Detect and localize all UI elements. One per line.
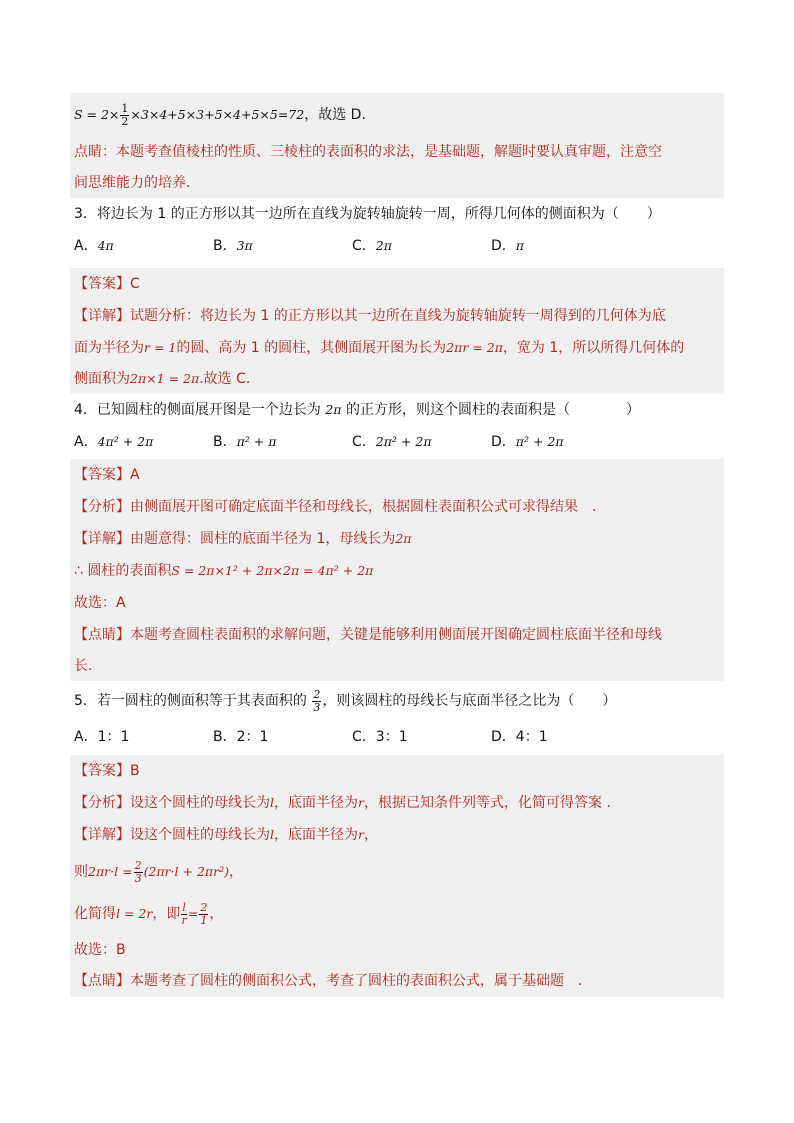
- fraction: $\frac{2}{1}$: [200, 900, 208, 927]
- q5-equation-1: 则2πr·l = $\frac{2}{3}$ (2πr·l + 2πr²)，: [70, 851, 724, 893]
- q5-option-b: B．2：1: [213, 729, 269, 745]
- q5-remark: 【点睛】本题考查了圆柱的侧面积公式，考查了圆柱的表面积公式，属于基础题 .: [70, 965, 724, 997]
- q4-option-b: B．π² + π: [213, 434, 277, 450]
- q5-answer: 【答案】B: [70, 755, 724, 787]
- q4-option-d: D．π² + 2π: [491, 434, 564, 450]
- q4-analysis: 【分析】由侧面展开图可确定底面半径和母线长，根据圆柱表面积公式可求得结果 .: [70, 491, 724, 523]
- q4-option-a: A．4π² + 2π: [74, 434, 154, 450]
- q2-remark-line1: 点睛：本题考查值棱柱的性质、三棱柱的表面积的求法，是基础题，解题时要认真审题，注意空: [70, 136, 724, 168]
- fraction: $\frac{l}{r}$: [181, 900, 187, 927]
- q5-option-a: A．1：1: [74, 729, 130, 745]
- fraction: $\frac{2}{3}$: [134, 858, 142, 885]
- q2-conclusion-line: [70, 93, 724, 136]
- document-page: [70, 93, 724, 997]
- q3-option-b: B．3π: [213, 238, 253, 254]
- q4-detail-line2: ∴ 圆柱的表面积S = 2π×1² + 2π×2π = 4π² + 2π: [70, 555, 724, 587]
- q3-option-a: A．4π: [74, 238, 114, 254]
- q5-analysis: 【分析】设这个圆柱的母线长为l，底面半径为r，根据已知条件列等式，化简可得答案 .: [70, 787, 724, 819]
- q5-stem: 5．若一圆柱的侧面积等于其表面积的 $\frac{2}{3}$ ，则该圆柱的母线长与底面半径之比为（ ）: [74, 687, 617, 714]
- fraction: $\frac{2}{3}$: [313, 687, 321, 714]
- q3-detail-line2: 面为半径为r = 1的圆、高为 1 的圆柱，其侧面展开图为长为2πr = 2π，宽为 1，所以所得几何体的: [70, 332, 724, 364]
- q3-stem: 3．将边长为 1 的正方形以其一边所在直线为旋转轴旋转一周，所得几何体的侧面积为（ ）: [74, 206, 661, 222]
- q5-choice: 故选：B: [70, 935, 724, 965]
- q3-answer: 【答案】C: [70, 268, 724, 300]
- q3-detail-line3: 侧面积为2π×1 = 2π.故选 C.: [70, 364, 724, 394]
- q4-options: [70, 426, 724, 458]
- q4-answer: 【答案】A: [70, 459, 724, 491]
- q2-remark-line2: 间思维能力的培养.: [70, 168, 724, 198]
- q5-option-d: D．4：1: [491, 729, 548, 745]
- q4-detail-line1: 【详解】由题意得：圆柱的底面半径为 1，母线长为2π: [70, 523, 724, 555]
- q4-stem: 4．已知圆柱的侧面展开图是一个边长为 2π 的正方形，则这个圆柱的表面积是（ ）: [74, 402, 640, 418]
- q5-options: [70, 721, 724, 753]
- q4-option-c: C．2π² + 2π: [352, 434, 432, 450]
- q5-detail: 【详解】设这个圆柱的母线长为l，底面半径为r，: [70, 819, 724, 851]
- q2-formula: S = 2× $\frac{1}{2}$ ×3×4+5×3+5×4+5×5=72: [74, 102, 305, 128]
- q5-option-c: C．3：1: [352, 729, 408, 745]
- q4-choice: 故选：A: [70, 587, 724, 619]
- q2-choice-text: ，故选 D.: [304, 107, 366, 123]
- q4-remark-line1: 【点睛】本题考查圆柱表面积的求解问题，关键是能够利用侧面展开图确定圆柱底面半径和母线: [70, 619, 724, 651]
- q3-detail-line1: 【详解】试题分析：将边长为 1 的正方形以其一边所在直线为旋转轴旋转一周得到的几何体为底: [70, 300, 724, 332]
- q5-equation-2: 化简得l = 2r，即 $\frac{l}{r}$ = $\frac{2}{1}$ ，: [70, 893, 724, 935]
- q3-options: [70, 230, 724, 262]
- fraction: $\frac{1}{2}$: [121, 102, 129, 128]
- q3-option-c: C．2π: [352, 238, 392, 254]
- q4-remark-line2: 长.: [70, 651, 724, 681]
- q3-option-d: D．π: [491, 238, 524, 254]
